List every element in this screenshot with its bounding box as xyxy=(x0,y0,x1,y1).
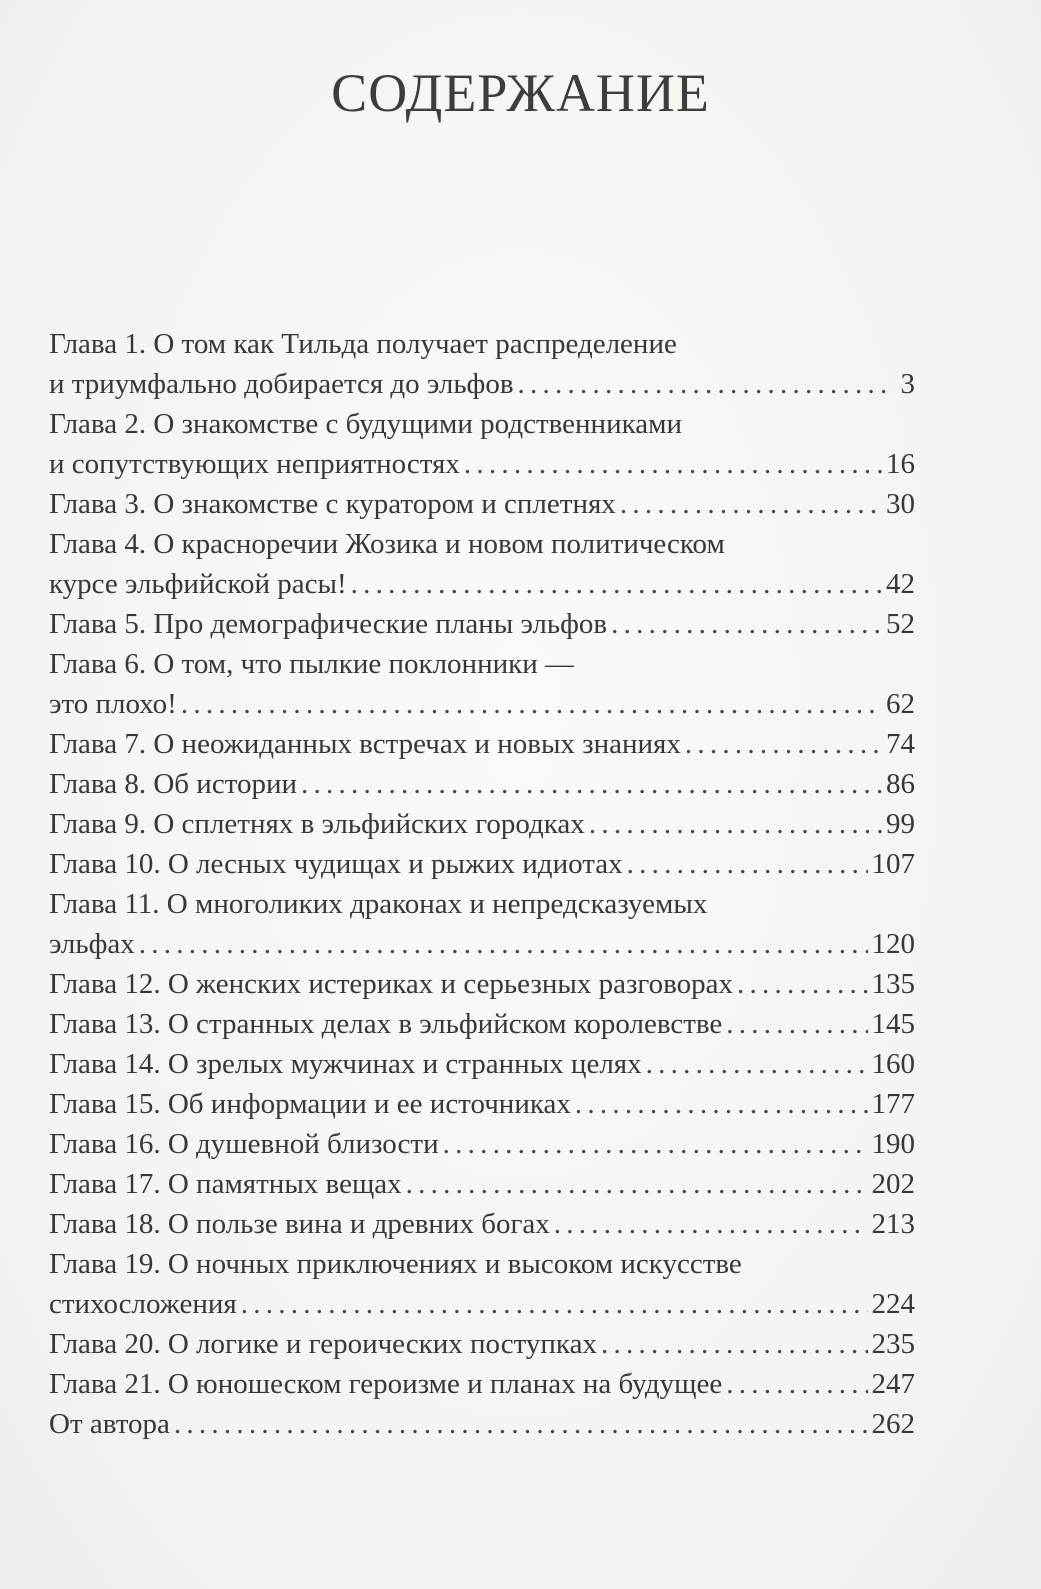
toc-entry-title: это плохо! xyxy=(49,688,177,720)
toc-entry xyxy=(49,644,915,724)
toc-entry xyxy=(49,1404,915,1444)
toc-entry-title: Глава 5. Про демографические планы эльфов xyxy=(49,608,608,640)
toc-entry-title: Глава 18. О пользе вина и древних богах xyxy=(49,1208,550,1240)
toc-entry-title: Глава 16. О душевной близости xyxy=(49,1128,439,1160)
dot-leader xyxy=(685,724,882,764)
toc-entry xyxy=(49,804,915,844)
table-of-contents xyxy=(49,324,915,1444)
toc-entry xyxy=(49,1364,915,1404)
toc-line xyxy=(49,724,915,764)
toc-line xyxy=(49,604,915,644)
toc-page-number: 120 xyxy=(871,928,915,960)
toc-entry-title: эльфах xyxy=(49,928,135,960)
toc-entry-title: Глава 2. О знакомстве с будущими родственниками xyxy=(49,408,682,440)
toc-entry-title: Глава 17. О памятных вещах xyxy=(49,1168,402,1200)
toc-page-number: 16 xyxy=(886,448,915,480)
toc-entry-title: стихосложения xyxy=(49,1288,237,1320)
toc-entry xyxy=(49,484,915,524)
dot-leader xyxy=(464,444,882,484)
dot-leader xyxy=(518,364,887,404)
toc-entry-title: Глава 6. О том, что пылкие поклонники — xyxy=(49,648,574,680)
dot-leader xyxy=(601,1324,868,1364)
toc-line xyxy=(49,564,915,604)
dot-leader xyxy=(241,1284,868,1324)
toc-page-number: 247 xyxy=(871,1368,915,1400)
toc-entry xyxy=(49,1124,915,1164)
toc-entry-title: Глава 1. О том как Тильда получает распределение xyxy=(49,328,677,360)
toc-line xyxy=(49,404,915,444)
toc-entry-title: От автора xyxy=(49,1408,170,1440)
toc-page-number: 235 xyxy=(871,1328,915,1360)
toc-line xyxy=(49,1044,915,1084)
toc-entry-title: Глава 13. О странных делах в эльфийском королевстве xyxy=(49,1008,723,1040)
dot-leader xyxy=(443,1124,868,1164)
toc-entry xyxy=(49,404,915,484)
toc-entry-title: Глава 10. О лесных чудищах и рыжих идиотах xyxy=(49,848,623,880)
toc-line xyxy=(49,844,915,884)
toc-line xyxy=(49,764,915,804)
toc-entry-title: Глава 7. О неожиданных встречах и новых знаниях xyxy=(49,728,681,760)
dot-leader xyxy=(627,844,868,884)
toc-page-number: 177 xyxy=(871,1088,915,1120)
toc-line xyxy=(49,1284,915,1324)
toc-page-number: 62 xyxy=(886,688,915,720)
toc-line xyxy=(49,324,915,364)
toc-page-number: 3 xyxy=(900,368,915,400)
toc-entry-title: курсе эльфийской расы! xyxy=(49,568,347,600)
toc-page-number: 135 xyxy=(871,968,915,1000)
dot-leader xyxy=(726,1004,867,1044)
toc-entry-title: Глава 21. О юношеском героизме и планах на будущее xyxy=(49,1368,723,1400)
toc-line xyxy=(49,1084,915,1124)
toc-line xyxy=(49,444,915,484)
toc-page-number: 52 xyxy=(886,608,915,640)
toc-entry-title: Глава 11. О многоликих драконах и непредсказуемых xyxy=(49,888,708,920)
toc-page-number: 107 xyxy=(871,848,915,880)
dot-leader xyxy=(301,764,882,804)
toc-entry-title: Глава 3. О знакомстве с куратором и сплетнях xyxy=(49,488,616,520)
toc-page-number: 190 xyxy=(871,1128,915,1160)
toc-entry xyxy=(49,1084,915,1124)
toc-entry-title: и сопутствующих неприятностях xyxy=(49,448,460,480)
toc-entry-title: Глава 8. Об истории xyxy=(49,768,298,800)
toc-line xyxy=(49,884,915,924)
toc-entry xyxy=(49,764,915,804)
toc-page-number: 99 xyxy=(886,808,915,840)
toc-line xyxy=(49,1404,915,1444)
toc-line xyxy=(49,1164,915,1204)
toc-entry-title: и триумфально добирается до эльфов xyxy=(49,368,514,400)
page-title: СОДЕРЖАНИЕ xyxy=(331,63,710,123)
toc-line xyxy=(49,1204,915,1244)
dot-leader xyxy=(406,1164,868,1204)
toc-entry-title: Глава 14. О зрелых мужчинах и странных целях xyxy=(49,1048,642,1080)
toc-entry xyxy=(49,964,915,1004)
toc-entry xyxy=(49,884,915,964)
toc-entry xyxy=(49,1004,915,1044)
toc-entry-title: Глава 20. О логике и героических поступках xyxy=(49,1328,597,1360)
toc-entry-title: Глава 4. О красноречии Жозика и новом политическом xyxy=(49,528,725,560)
toc-line xyxy=(49,684,915,724)
toc-entry xyxy=(49,724,915,764)
dot-leader xyxy=(181,684,882,724)
toc-entry-title: Глава 15. Об информации и ее источниках xyxy=(49,1088,571,1120)
toc-entry xyxy=(49,844,915,884)
toc-line xyxy=(49,524,915,564)
dot-leader xyxy=(737,964,868,1004)
toc-line xyxy=(49,1124,915,1164)
dot-leader xyxy=(174,1404,868,1444)
toc-page-number: 145 xyxy=(871,1008,915,1040)
toc-entry-title: Глава 9. О сплетнях в эльфийских городках xyxy=(49,808,585,840)
dot-leader xyxy=(554,1204,868,1244)
toc-page-number: 202 xyxy=(871,1168,915,1200)
dot-leader xyxy=(139,924,868,964)
dot-leader xyxy=(611,604,882,644)
dot-leader xyxy=(589,804,882,844)
toc-line xyxy=(49,1364,915,1404)
toc-entry xyxy=(49,1324,915,1364)
toc-line xyxy=(49,1244,915,1284)
toc-line xyxy=(49,484,915,524)
toc-line xyxy=(49,964,915,1004)
dot-leader xyxy=(351,564,882,604)
toc-line xyxy=(49,1004,915,1044)
toc-entry xyxy=(49,604,915,644)
toc-entry xyxy=(49,1244,915,1324)
toc-entry xyxy=(49,1164,915,1204)
toc-entry xyxy=(49,524,915,604)
toc-page-number: 86 xyxy=(886,768,915,800)
toc-page-number: 160 xyxy=(871,1048,915,1080)
dot-leader xyxy=(646,1044,868,1084)
toc-entry-title: Глава 12. О женских истериках и серьезных разговорах xyxy=(49,968,733,1000)
toc-page-number: 213 xyxy=(871,1208,915,1240)
toc-line xyxy=(49,1324,915,1364)
dot-leader xyxy=(575,1084,868,1124)
toc-line xyxy=(49,364,915,404)
toc-entry-title: Глава 19. О ночных приключениях и высоком искусстве xyxy=(49,1248,742,1280)
dot-leader xyxy=(726,1364,867,1404)
toc-line xyxy=(49,804,915,844)
toc-line xyxy=(49,924,915,964)
toc-page-number: 262 xyxy=(871,1408,915,1440)
toc-page-number: 42 xyxy=(886,568,915,600)
toc-line xyxy=(49,644,915,684)
toc-page-number: 74 xyxy=(886,728,915,760)
toc-page-number: 30 xyxy=(886,488,915,520)
toc-entry xyxy=(49,324,915,404)
toc-entry xyxy=(49,1044,915,1084)
dot-leader xyxy=(620,484,882,524)
toc-page-number: 224 xyxy=(871,1288,915,1320)
toc-entry xyxy=(49,1204,915,1244)
